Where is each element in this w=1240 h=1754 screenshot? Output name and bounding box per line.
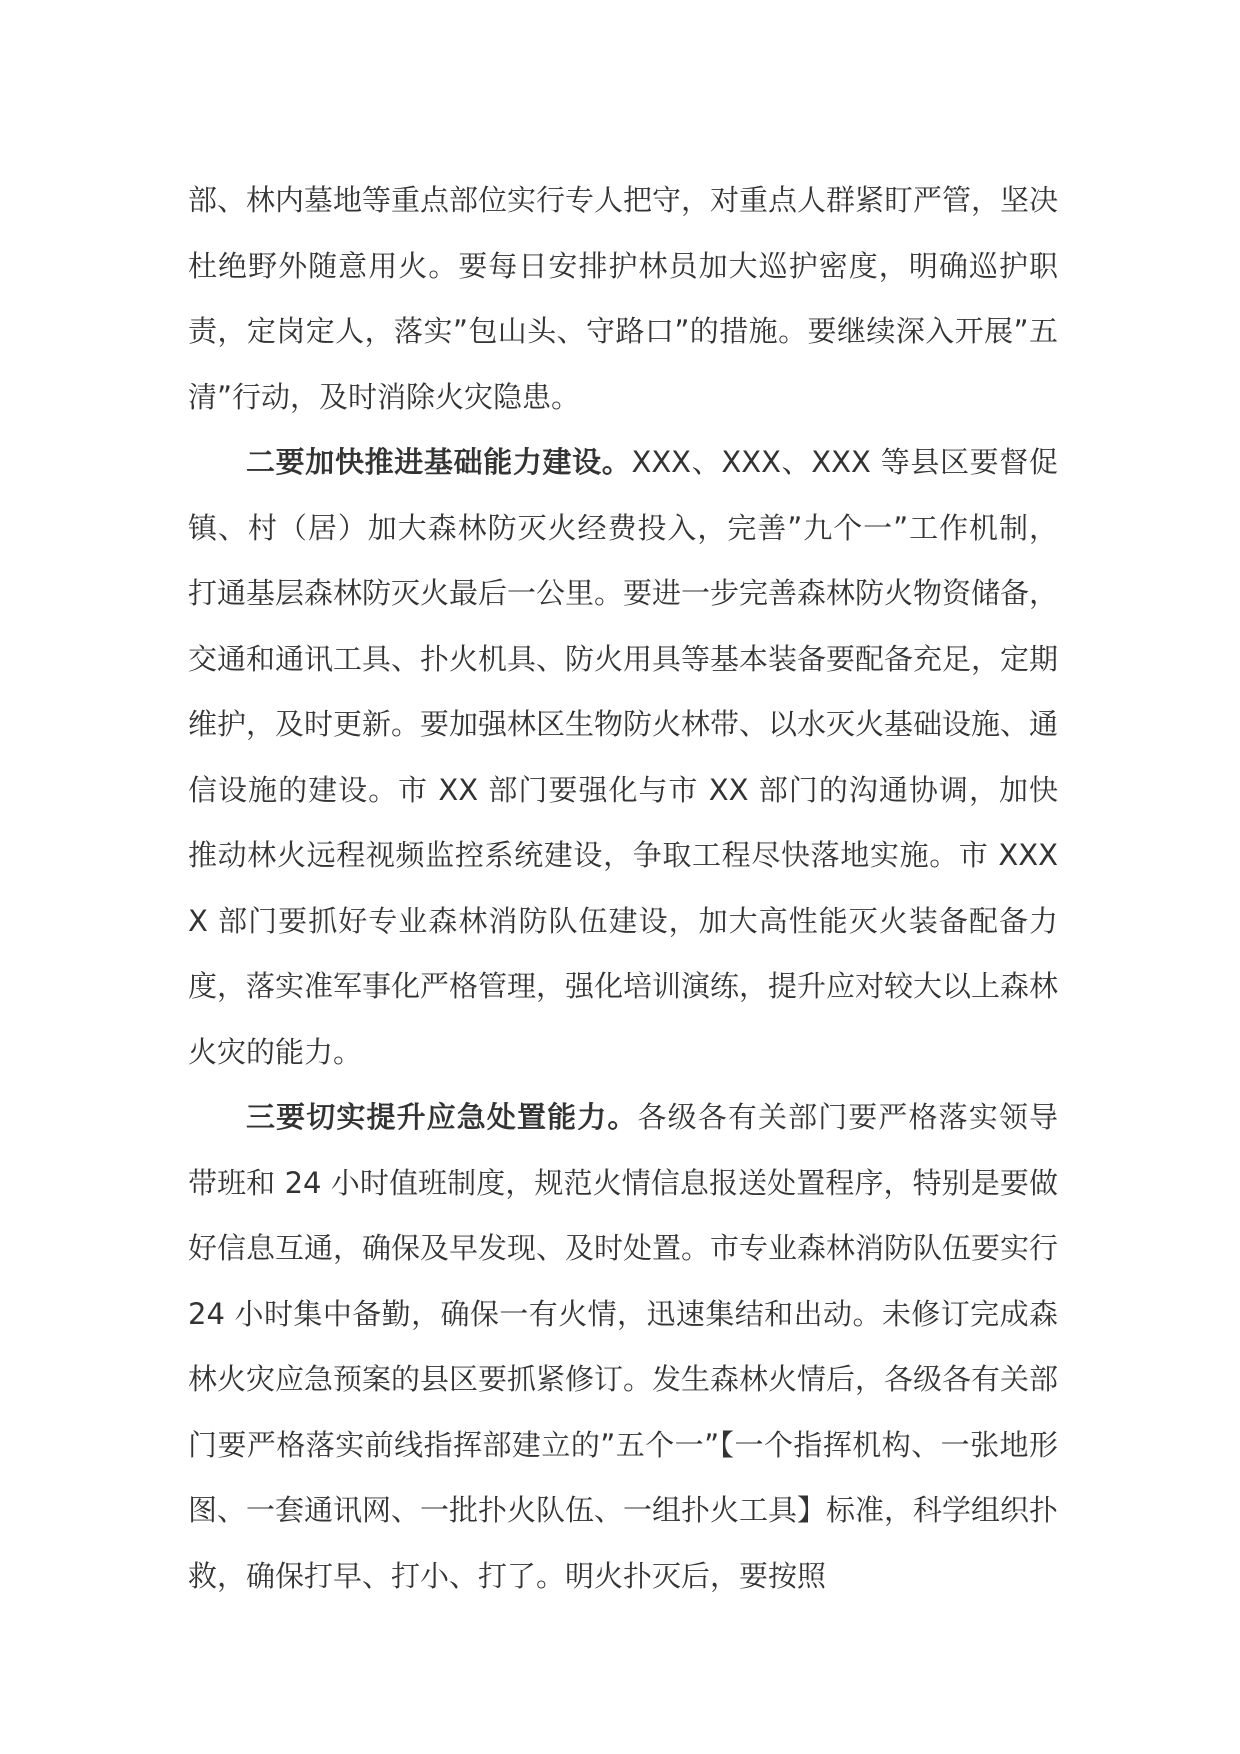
paragraph-body: 各级各有关部门要严格落实领导带班和 24 小时值班制度，规范火情信息报送处置程序，特别是要做好信息互通，确保及早发现、及时处置。市专业森林消防队伍要实行 24 小时集中备勤，确保一有火情，迅速集结和出动。未修订完成森林火灾应急预案的县区要抓紧修订。发生森林火情后，各级各有关部门要严格落实前线指挥部建立的”五个一”【一个指挥机构、一张地形图、一套通讯网、一批扑火队伍、一组扑火工具】标准，科学组织扑救，确保打早、打小、打了。明火扑灭后，要按照 <box>188 1100 1059 1593</box>
paragraph-emergency-response <box>188 1085 1058 1609</box>
document-body <box>188 168 1058 1609</box>
paragraph-lead: 二要加快推进基础能力建设。 <box>246 445 632 479</box>
paragraph-lead: 三要切实提升应急处置能力。 <box>246 1100 638 1134</box>
paragraph-body: XXX、XXX、XXX 等县区要督促镇、村（居）加大森林防灭火经费投入，完善”九个一”工作机制，打通基层森林防灭火最后一公里。要进一步完善森林防火物资储备，交通和通讯工具、扑火机具、防火用具等基本装备要配备充足，定期维护，及时更新。要加强林区生物防火林带、以水灭火基础设施、通信设施的建设。市 XX 部门要强化与市 XX 部门的沟通协调，加快推动林火远程视频监控系统建设，争取工程尽快落地实施。市 XXXX 部门要抓好专业森林消防队伍建设，加大高性能灭火装备配备力度，落实准军事化严格管理，强化培训演练，提升应对较大以上森林火灾的能力。 <box>188 445 1059 1069</box>
paragraph-continuation <box>188 168 1058 430</box>
paragraph-infrastructure <box>188 430 1058 1085</box>
paragraph-body: 部、林内墓地等重点部位实行专人把守，对重点人群紧盯严管，坚决杜绝野外随意用火。要每日安排护林员加大巡护密度，明确巡护职责，定岗定人，落实”包山头、守路口”的措施。要继续深入开展”五清”行动，及时消除火灾隐患。 <box>188 183 1059 414</box>
